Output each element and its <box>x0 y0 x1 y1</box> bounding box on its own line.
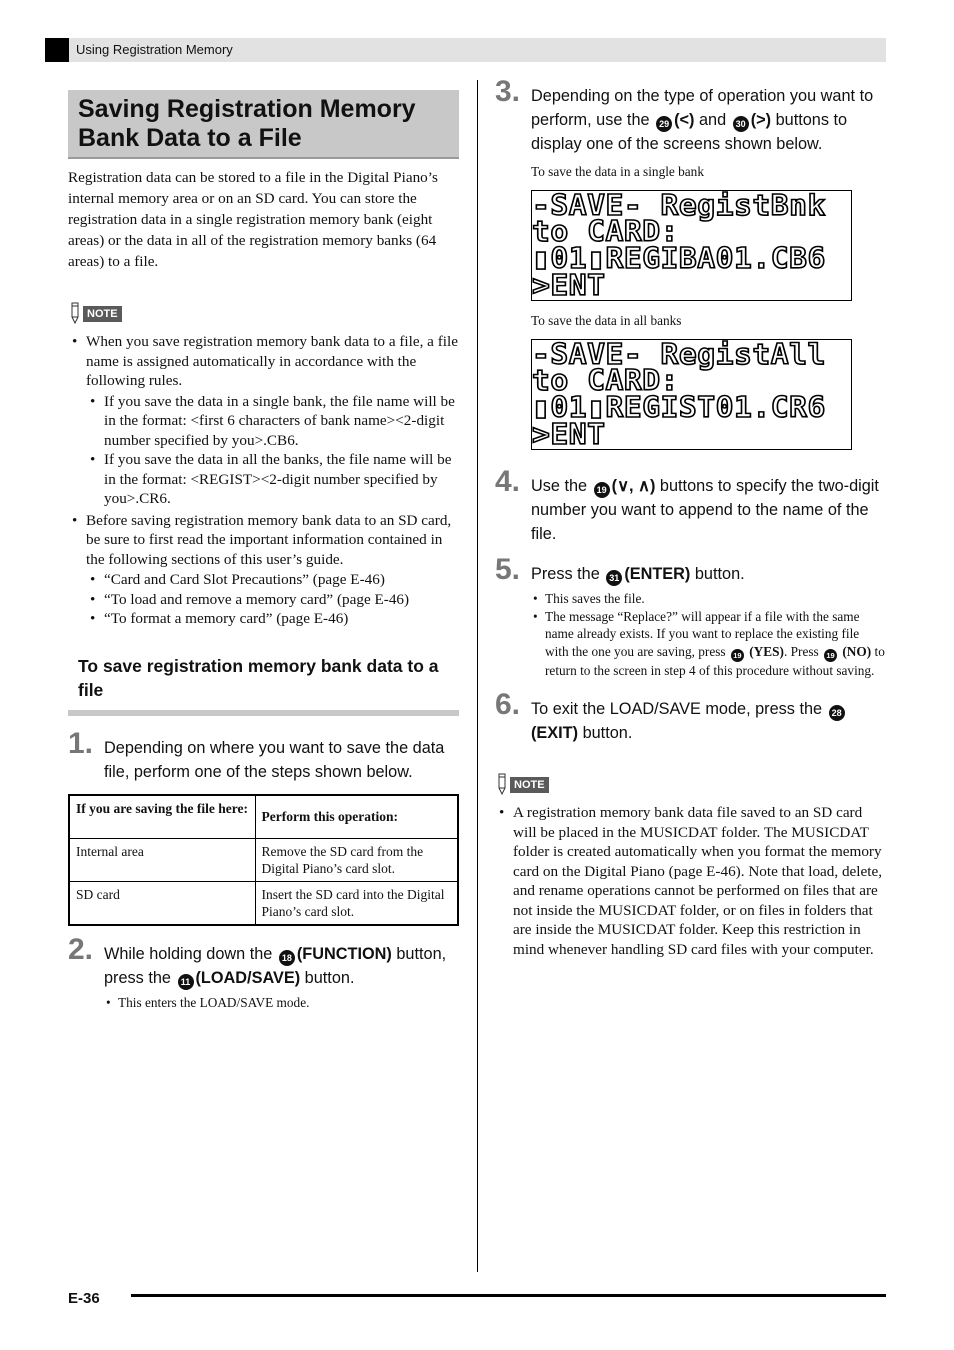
note-badge <box>495 769 549 795</box>
button-number-icon: 19 <box>731 649 744 662</box>
note-subitem: • “To format a memory card” (page E-46) <box>86 609 459 629</box>
step-number: 1. <box>68 726 94 760</box>
lcd-screen-all-banks <box>531 339 852 450</box>
left-button-label: (<) <box>674 111 695 129</box>
column-divider <box>477 80 478 1272</box>
no-button-label: (NO) <box>842 643 872 659</box>
note-item: • When you save registration memory bank data to a file, a file name is assigned automatically in accordance with the following rules. • If you save the data in a single bank, the file name will be in the format: <first 6 characters of bank name><2-digit number specified by you>.CB6. • If you save the data in all the banks, the file name will be in the format: <REGIST><2-digit number specified by you>.CR6. <box>68 332 459 509</box>
lcd-line: >ENT <box>532 418 606 450</box>
step-6: 6. To exit the LOAD/SAVE mode, press the 28(EXIT) button. <box>495 697 886 745</box>
procedure-subheading <box>68 654 459 716</box>
table-header-row <box>69 795 458 839</box>
right-button-label: (>) <box>750 111 772 129</box>
note-label: NOTE <box>510 777 549 793</box>
screen-caption-single: To save the data in a single bank <box>531 164 704 179</box>
button-number-icon: 28 <box>829 705 845 721</box>
page-number: E-36 <box>68 1290 100 1307</box>
step-number: 2. <box>68 933 94 966</box>
step-2: 2. While holding down the 18 (FUNCTION) button, press the 11 (LOAD/SAVE) button. <box>68 942 459 990</box>
button-number-icon: 19 <box>824 649 837 662</box>
table-row <box>69 839 458 882</box>
table-cell: Internal area <box>69 839 255 882</box>
step-bullet: • This enters the LOAD/SAVE mode. <box>104 994 459 1012</box>
left-column <box>68 90 459 1012</box>
note-list <box>495 803 886 959</box>
enter-button-label: (ENTER) <box>624 565 691 583</box>
step-number: 3. <box>495 75 521 108</box>
step-number: 5. <box>495 553 521 586</box>
step-number: 6. <box>495 688 521 721</box>
note-subitem: • If you save the data in a single bank, the file name will be in the format: <first 6 characters of bank name><2-digit number specified by you>.CB6. <box>86 392 459 451</box>
note-subitem: • “Card and Card Slot Precautions” (page E-46) <box>86 570 459 590</box>
button-number-icon: 19 <box>594 482 610 498</box>
step-bullet: • This saves the file. <box>531 590 886 608</box>
table-cell: Remove the SD card from the Digital Piano’s card slot. <box>255 839 458 882</box>
button-number-icon: 30 <box>733 116 749 132</box>
step-text: Depending on where you want to save the data file, perform one of the steps shown below. <box>104 738 445 781</box>
lcd-screen-single-bank <box>531 190 852 301</box>
button-number-icon: 29 <box>656 116 672 132</box>
pencil-icon <box>68 302 82 324</box>
note-item: • Before saving registration memory bank data to an SD card, be sure to first read the important information contained in the following sections of this user’s guide. • “Card and Card Slot Precautions” (page E-46) • “To load and remove a memory card” (page E-46) • “To format a memory card” (page E-46) <box>68 511 459 629</box>
table-header-cell: Perform this operation: <box>255 795 458 839</box>
lcd-line: ▮01▮REGIST01.CR6 <box>532 391 826 424</box>
lcd-line: ▮01▮REGIBA01.CB6 <box>532 242 826 275</box>
lcd-line: -SAVE- RegistBnk <box>532 190 826 222</box>
button-number-icon: 31 <box>606 570 622 586</box>
note-list <box>68 332 459 629</box>
function-button-label: (FUNCTION) <box>296 945 392 963</box>
note-subitem: • “To load and remove a memory card” (page E-46) <box>86 590 459 610</box>
button-number-icon: 18 <box>279 950 295 966</box>
down-up-button-label: (∨, ∧) <box>611 477 656 495</box>
lcd-line: >ENT <box>532 269 606 301</box>
footer-rule <box>131 1294 886 1297</box>
exit-button-label: (EXIT) <box>531 724 579 742</box>
intro-paragraph: Registration data can be stored to a file in the Digital Piano’s internal memory area or on an SD card. You can store the registration data in a single registration memory bank (eight areas) or the data in all of the registration memory banks (64 areas) to a file. <box>68 169 438 270</box>
header-section-title: Using Registration Memory <box>76 42 233 57</box>
note-sublist <box>86 392 459 509</box>
table-row <box>69 882 458 926</box>
button-number-icon: 11 <box>178 974 194 990</box>
step-3: 3. Depending on the type of operation you want to perform, use the 29 (<) and 30 (>) buttons to display one of the screens shown below. <box>495 75 874 153</box>
load-save-button-label: (LOAD/SAVE) <box>195 969 301 987</box>
note-item: • A registration memory bank data file saved to an SD card will be placed in the MUSICDAT folder. The MUSICDAT folder is created automatically when you format the memory card on the Digital Piano (page E-46). Note that load, delete, and rename operations cannot be performed on files that are not inside the MUSICDAT folder, or on files in folders that are inside the MUSICDAT folder. Keep this restriction in mind whenever handling SD card files with your computer. <box>495 803 886 959</box>
table-cell: Insert the SD card into the Digital Piano’s card slot. <box>255 882 458 926</box>
running-header <box>45 38 886 62</box>
header-marker <box>45 38 69 62</box>
right-column <box>495 75 886 961</box>
page-title: Saving Registration Memory Bank Data to a File <box>78 95 416 152</box>
section-title-box <box>68 90 459 159</box>
lcd-line: to CARD: <box>532 215 679 248</box>
pencil-icon <box>495 773 509 795</box>
yes-button-label: (YES) <box>749 643 784 659</box>
step-5-bullets <box>495 590 886 679</box>
note-badge <box>68 298 122 324</box>
note-label: NOTE <box>83 306 122 322</box>
procedure-title: To save registration memory bank data to a file <box>78 655 439 700</box>
step-4: 4. Use the 19 (∨, ∧) buttons to specify the two-digit number you want to append to the name of the file. <box>495 465 879 543</box>
step-bullet: • The message “Replace?” will appear if a file with the same name already exists. If you want to replace the existing file with the one you are saving, press 19 (YES). Press 19 (NO) to return to the screen in step 4 of this procedure without saving. <box>531 608 886 680</box>
lcd-line: to CARD: <box>532 364 679 397</box>
step-1 <box>68 726 459 784</box>
screen-caption-all: To save the data in all banks <box>531 313 682 328</box>
step-2-bullets <box>68 994 459 1012</box>
step-5: 5. Press the 31 (ENTER) button. <box>495 553 745 586</box>
operation-table <box>68 794 459 927</box>
note-sublist <box>86 570 459 629</box>
table-header-cell: If you are saving the file here: <box>69 795 255 839</box>
step-number: 4. <box>495 465 521 498</box>
note-subitem: • If you save the data in all the banks, the file name will be in the format: <REGIST><2-digit number specified by you>.CR6. <box>86 450 459 509</box>
table-cell: SD card <box>69 882 255 926</box>
lcd-line: -SAVE- RegistAll <box>532 339 826 371</box>
